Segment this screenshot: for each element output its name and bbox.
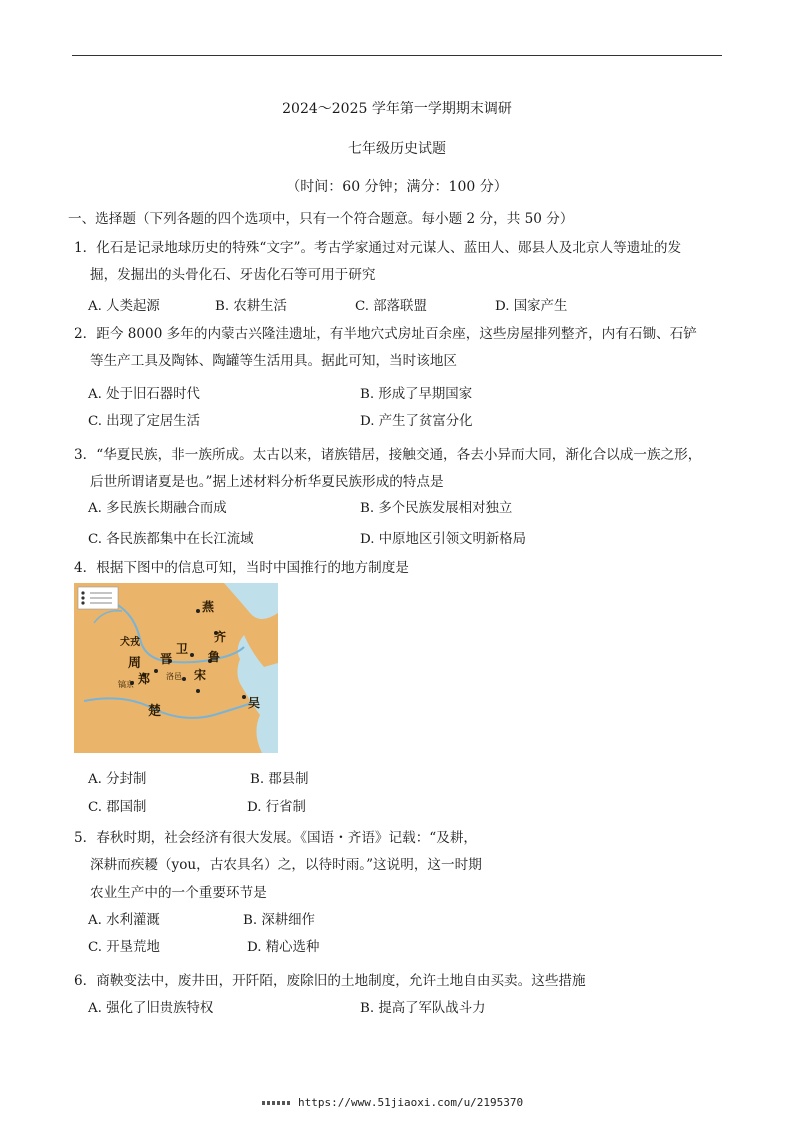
q5-option-d: D. 精心选种: [247, 940, 320, 955]
q2-option-c: C. 出现了定居生活: [88, 414, 201, 429]
q2-stem-line2: 等生产工具及陶钵、陶罐等生活用具。据此可知，当时该地区: [90, 353, 458, 369]
q3-stem-line2: 后世所谓诸夏是也。”据上述材料分析华夏民族形成的特点是: [90, 474, 444, 490]
map-label-wei: 卫: [176, 642, 189, 656]
map-label-qi: 齐: [214, 630, 227, 644]
exam-title: 2024～2025 学年第一学期期末调研: [282, 101, 512, 117]
q4-option-b: B. 郡县制: [250, 772, 309, 787]
watermark-logo: [262, 1101, 292, 1105]
q5-option-a: A. 水利灌溉: [88, 913, 160, 928]
q3-stem-line1: 3．“华夏民族，非一族所成。太古以来，诸族错居，接触交通，各去小异而大同，渐化合以成一族之形，: [74, 447, 702, 463]
legend-marker-3: [81, 601, 84, 604]
q5-stem-line1: 5．春秋时期，社会经济有很大发展。《国语・齐语》记载：“及耕，: [74, 830, 478, 846]
map-label-chu: 楚: [148, 704, 162, 719]
map-label-quanrong: 犬戎: [120, 637, 140, 648]
q4-option-d: D. 行省制: [247, 800, 306, 815]
q5-stem-line3: 农业生产中的一个重要环节是: [90, 885, 267, 901]
map-dot: [154, 669, 158, 673]
footer-url: https://www.51jiaoxi.com/u/2195370: [298, 1096, 524, 1109]
q6-option-a: A. 强化了旧贵族特权: [88, 1001, 214, 1016]
q5-option-b: B. 深耕细作: [243, 913, 315, 928]
q3-option-b: B. 多个民族发展相对独立: [360, 501, 513, 516]
q2-option-a: A. 处于旧石器时代: [88, 387, 200, 402]
section-heading: 一、选择题（下列各题的四个选项中，只有一个符合题意。每小题 2 分，共 50 分）: [68, 211, 574, 227]
q5-stem-line2: 深耕而疾耰（you，古农具名）之，以待时雨。”这说明，这一时期: [90, 857, 482, 873]
map-label-zheng: 郑: [138, 672, 151, 686]
exam-info: （时间：60 分钟；满分：100 分）: [286, 179, 508, 195]
map-label-song: 宋: [194, 668, 207, 682]
q6-option-b: B. 提高了军队战斗力: [360, 1001, 486, 1016]
q6-stem: 6．商鞅变法中，废井田，开阡陌，废除旧的土地制度，允许土地自由买卖。这些措施: [74, 973, 586, 989]
q1-option-d: D. 国家产生: [495, 299, 568, 314]
legend-marker-1: [81, 591, 84, 594]
q1-option-a: A. 人类起源: [88, 299, 160, 314]
zhou-map-image: [74, 583, 278, 753]
map-label-haojing: 镐京: [118, 680, 134, 689]
q1-stem-line1: 1．化石是记录地球历史的特殊“文字”。考古学家通过对元谋人、蓝田人、郧县人及北京人等遗址的发: [74, 240, 682, 256]
q4-option-c: C. 郡国制: [88, 800, 147, 815]
map-label-zhou: 周: [128, 656, 142, 671]
map-dot: [182, 677, 186, 681]
map-label-jin: 晋: [160, 652, 173, 666]
q5-option-c: C. 开垦荒地: [88, 940, 160, 955]
q4-option-a: A. 分封制: [88, 772, 147, 787]
q2-option-d: D. 产生了贫富分化: [360, 414, 473, 429]
q1-stem-line2: 掘，发掘出的头骨化石、牙齿化石等可用于研究: [90, 267, 376, 283]
q2-stem-line1: 2．距今 8000 多年的内蒙古兴隆洼遗址，有半地穴式房址百余座，这些房屋排列整齐，内有石锄、石铲: [74, 326, 697, 342]
map-label-luoyi: 洛邑: [166, 672, 182, 681]
map-label-wu: 吴: [248, 696, 261, 710]
map-label-yan: 燕: [202, 600, 215, 614]
q3-option-d: D. 中原地区引领文明新格局: [360, 532, 527, 547]
map-dot: [190, 653, 194, 657]
legend-marker-2: [81, 596, 84, 599]
footer-watermark: [262, 1096, 523, 1109]
top-rule: [72, 55, 722, 56]
exam-subtitle: 七年级历史试题: [348, 141, 446, 157]
map-dot: [196, 609, 200, 613]
map-dot: [196, 689, 200, 693]
q4-stem: 4．根据下图中的信息可知，当时中国推行的地方制度是: [74, 560, 409, 576]
q3-option-a: A. 多民族长期融合而成: [88, 501, 227, 516]
map-dot: [242, 695, 246, 699]
q1-option-b: B. 农耕生活: [215, 299, 287, 314]
q1-option-c: C. 部落联盟: [355, 299, 427, 314]
q3-option-c: C. 各民族都集中在长江流域: [88, 532, 254, 547]
q2-option-b: B. 形成了早期国家: [360, 387, 473, 402]
map-label-lu: 鲁: [208, 650, 221, 664]
